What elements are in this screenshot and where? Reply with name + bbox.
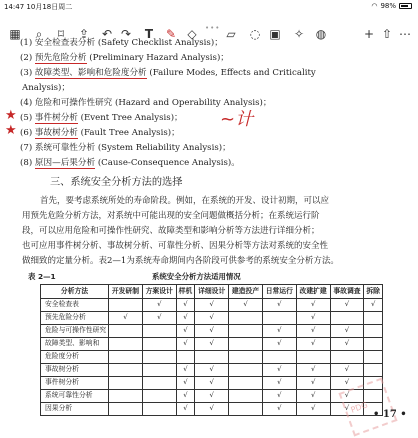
check-cell (142, 351, 176, 364)
method-name-cell: 系统可靠性分析 (41, 390, 109, 403)
check-cell (195, 351, 229, 364)
method-name-cell: 因果分析 (41, 403, 109, 416)
table-header: 日常运行 (262, 285, 296, 299)
table-row (41, 299, 383, 312)
section-title: 三、系统安全分析方法的选择 (50, 177, 183, 188)
table-row (41, 364, 383, 377)
list-item: (2) 预先危险分析 (Preliminary Hazard Analysis)； (20, 53, 229, 63)
check-cell (229, 390, 263, 403)
undo-icon[interactable]: ↶ (101, 27, 113, 41)
sidebar-toggle-icon[interactable]: ▦ (9, 27, 21, 41)
battery-percent: 98% (380, 2, 396, 10)
table-row (41, 312, 383, 325)
text-tool-icon[interactable]: T (144, 27, 154, 41)
check-cell (229, 403, 263, 416)
check-cell (142, 338, 176, 351)
check-cell: √ (195, 299, 229, 312)
list-item: (5) 事件树分析 (Event Tree Analysis)； (20, 113, 183, 123)
check-cell (296, 351, 330, 364)
list-item: Analysis)； (22, 83, 70, 93)
watermark-stamp: PDG (339, 378, 398, 437)
star-annotation: ★ (5, 108, 17, 123)
lasso-icon[interactable]: ◌ (249, 27, 261, 41)
table-label: 表 2—1 (28, 272, 56, 281)
check-cell: √ (330, 364, 364, 377)
wifi-icon: ◠ (371, 2, 378, 10)
list-item: (4) 危险和可操作性研究 (Hazard and Operability Analysis)； (20, 98, 272, 108)
check-cell (229, 312, 263, 325)
table-header: 事故调查 (330, 285, 364, 299)
check-cell: √ (176, 377, 195, 390)
check-cell: √ (262, 403, 296, 416)
check-cell: √ (296, 338, 330, 351)
search-icon[interactable]: ⌕ (35, 26, 43, 41)
highlighter-icon[interactable]: ▱ (226, 27, 236, 41)
check-cell: √ (262, 299, 296, 312)
check-cell: √ (330, 390, 364, 403)
paragraph-line: 用预先危险分析方法，对系统中可能出现的安全问题做概括分析；在系统运行阶 (22, 211, 320, 221)
table-header: 方案设计 (142, 285, 176, 299)
list-item: (8) 原因—后果分析 (Cause-Consequence Analysis)。 (20, 158, 240, 168)
method-name-cell: 安全检查表 (41, 299, 109, 312)
check-cell: √ (229, 299, 263, 312)
table-row (41, 338, 383, 351)
check-cell (109, 390, 143, 403)
handwritten-note: ~计 (220, 109, 254, 130)
check-cell (109, 364, 143, 377)
method-table (40, 284, 383, 416)
check-cell: √ (296, 299, 330, 312)
method-name-cell: 危险与可操作性研究 (41, 325, 109, 338)
method-name-cell: 危险度分析 (41, 351, 109, 364)
paragraph-line: 段，可以应用危险和可操作性研究、故障类型和影响分析等方法进行详细分析； (22, 226, 320, 236)
table-row (41, 377, 383, 390)
check-cell: √ (296, 312, 330, 325)
check-cell (330, 312, 364, 325)
check-cell: √ (296, 390, 330, 403)
check-cell: √ (330, 338, 364, 351)
list-item: (7) 系统可靠性分析 (System Reliability Analysis)； (20, 143, 231, 153)
check-cell (109, 299, 143, 312)
check-cell: √ (296, 377, 330, 390)
check-cell (262, 312, 296, 325)
table-row (41, 390, 383, 403)
add-page-icon[interactable]: + (363, 27, 375, 41)
microphone-icon[interactable]: ◍ (315, 27, 327, 41)
check-cell (176, 351, 195, 364)
check-cell: √ (142, 312, 176, 325)
status-right (371, 2, 412, 10)
table-row (41, 403, 383, 416)
check-cell (364, 338, 383, 351)
shapes-icon[interactable]: ✧ (293, 27, 305, 41)
table-row (41, 351, 383, 364)
more-icon[interactable]: ⋯ (399, 27, 411, 41)
redo-icon[interactable]: ↷ (120, 27, 132, 41)
paragraph-line: 做细致的定量分析。表2—1为系统寿命期间内各阶段可供参考的系统安全分析方法。 (22, 256, 339, 266)
table-header: 改建扩建 (296, 285, 330, 299)
method-name-cell: 事件树分析 (41, 377, 109, 390)
list-item: (1) 安全检查表分析 (Safety Checklist Analysis)； (20, 38, 223, 48)
check-cell (229, 338, 263, 351)
check-cell (229, 364, 263, 377)
check-cell: √ (330, 325, 364, 338)
check-cell (109, 338, 143, 351)
check-cell (142, 325, 176, 338)
method-name-cell: 事故树分析 (41, 364, 109, 377)
check-cell: √ (176, 325, 195, 338)
list-item: (3) 故障类型、影响和危险度分析 (Failure Modes, Effects and Criticality (20, 68, 316, 78)
check-cell (364, 325, 383, 338)
check-cell (142, 403, 176, 416)
check-cell (229, 325, 263, 338)
document-page (0, 34, 418, 438)
paragraph-line: 也可应用事件树分析、事故树分析、可靠性分析、因果分析等方法对系统的安全性 (22, 241, 329, 251)
table-header: 样机 (176, 285, 195, 299)
check-cell: √ (296, 403, 330, 416)
check-cell (229, 377, 263, 390)
check-cell: √ (109, 312, 143, 325)
share-icon[interactable]: ⇪ (78, 27, 90, 41)
check-cell (262, 351, 296, 364)
check-cell: √ (176, 299, 195, 312)
page-number: • 17 • (373, 409, 407, 420)
check-cell (109, 351, 143, 364)
check-cell (142, 364, 176, 377)
table-header-row (41, 285, 383, 299)
check-cell: √ (195, 377, 229, 390)
check-cell: √ (195, 338, 229, 351)
check-cell (330, 351, 364, 364)
star-annotation: ★ (5, 123, 17, 138)
check-cell: √ (195, 325, 229, 338)
check-cell: √ (262, 377, 296, 390)
check-cell: √ (195, 390, 229, 403)
check-cell (109, 403, 143, 416)
table-header: 详细设计 (195, 285, 229, 299)
status-bar (0, 0, 418, 12)
check-cell: √ (262, 338, 296, 351)
pen-tool-icon[interactable]: ✎ (165, 27, 177, 41)
table-header: 建造投产 (229, 285, 263, 299)
check-cell: √ (195, 312, 229, 325)
table-row (41, 325, 383, 338)
check-cell: √ (330, 377, 364, 390)
check-cell: √ (176, 390, 195, 403)
check-cell: √ (195, 364, 229, 377)
check-cell (109, 325, 143, 338)
status-time: 14:47 10月18日周二 (4, 3, 73, 11)
image-icon[interactable]: ▣ (269, 27, 281, 41)
check-cell: √ (176, 364, 195, 377)
toolbar-handle[interactable]: ••• (205, 24, 221, 32)
check-cell: √ (262, 364, 296, 377)
check-cell: √ (176, 312, 195, 325)
check-cell: √ (176, 403, 195, 416)
check-cell (364, 312, 383, 325)
eraser-icon[interactable]: ◇ (187, 27, 197, 41)
check-cell: √ (195, 403, 229, 416)
list-item: (6) 事故树分析 (Fault Tree Analysis)； (20, 128, 180, 138)
check-cell: √ (330, 299, 364, 312)
check-cell: √ (330, 403, 364, 416)
annotation-toolbar (0, 12, 418, 41)
check-cell: √ (262, 325, 296, 338)
check-cell (109, 377, 143, 390)
check-cell (364, 364, 383, 377)
table-header: 开发研制 (109, 285, 143, 299)
check-cell: √ (364, 299, 383, 312)
check-cell: √ (176, 338, 195, 351)
table-header: 拆除 (364, 285, 383, 299)
method-name-cell: 故障类型、影响和 (41, 338, 109, 351)
check-cell (364, 351, 383, 364)
check-cell (142, 377, 176, 390)
check-cell: √ (142, 299, 176, 312)
check-cell (229, 351, 263, 364)
paragraph-line: 首先，要考虑系统所处的寿命阶段。例如，在系统的开发、设计初期，可以应 (40, 196, 330, 206)
method-name-cell: 预先危险分析 (41, 312, 109, 325)
check-cell: √ (296, 325, 330, 338)
export-icon[interactable]: ⇧ (381, 27, 393, 41)
check-cell: √ (262, 390, 296, 403)
table-header: 分析方法 (41, 285, 109, 299)
bookmark-icon[interactable]: ⌑ (57, 27, 65, 41)
battery-icon (399, 3, 412, 9)
check-cell: √ (296, 364, 330, 377)
table-caption: 系统安全分析方法适用情况 (152, 272, 241, 281)
check-cell (142, 390, 176, 403)
